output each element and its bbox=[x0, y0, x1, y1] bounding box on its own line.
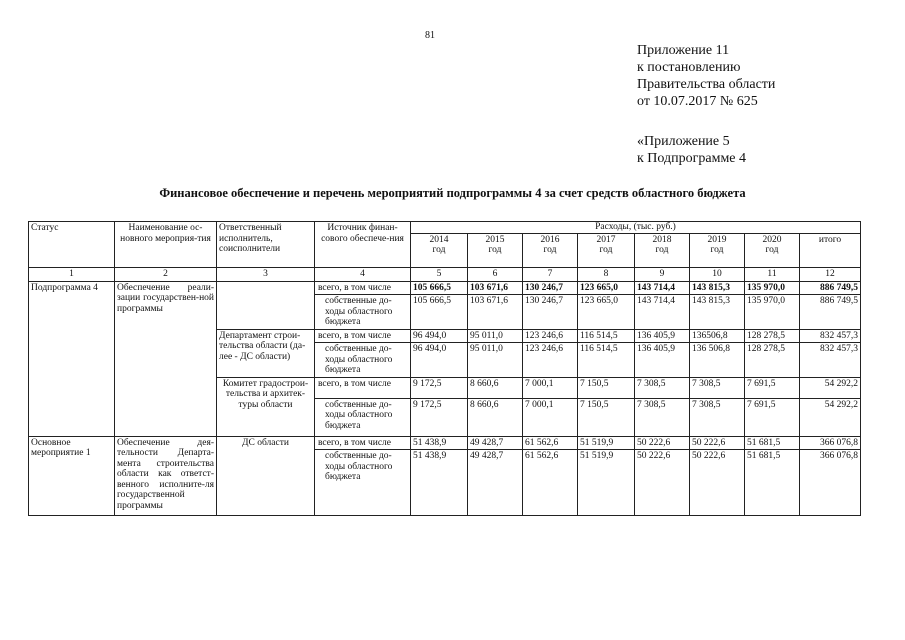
total-value-cell: 54 292,2 bbox=[800, 377, 861, 398]
year-value-cell: 136 506,8 bbox=[690, 343, 745, 378]
financing-table bbox=[28, 221, 861, 516]
header-year: 2019 год bbox=[690, 233, 745, 267]
funding-source-cell: всего, в том числе bbox=[315, 377, 411, 398]
year-value-cell: 136 405,9 bbox=[635, 329, 690, 343]
appendix-line: от 10.07.2017 № 625 bbox=[637, 94, 758, 109]
year-value-cell: 123 246,6 bbox=[523, 343, 578, 378]
funding-source-cell: собственные до-ходы областного бюджета bbox=[315, 398, 411, 436]
year-value-cell: 95 011,0 bbox=[468, 343, 523, 378]
header-responsible: Ответственный исполнитель, соисполнители bbox=[217, 222, 315, 268]
year-value-cell: 61 562,6 bbox=[523, 436, 578, 450]
year-value-cell: 7 150,5 bbox=[578, 398, 635, 436]
year-value-cell: 135 970,0 bbox=[745, 295, 800, 330]
funding-source-cell: собственные до-ходы областного бюджета bbox=[315, 450, 411, 516]
year-value-cell: 7 308,5 bbox=[690, 398, 745, 436]
year-value-cell: 8 660,6 bbox=[468, 398, 523, 436]
funding-source-cell: всего, в том числе bbox=[315, 281, 411, 295]
funding-source-cell: всего, в том числе bbox=[315, 329, 411, 343]
header-source: Источник финан-сового обеспече-ния bbox=[315, 222, 411, 268]
year-value-cell: 7 308,5 bbox=[635, 398, 690, 436]
page-number: 81 bbox=[425, 30, 435, 41]
header-year: 2014 год bbox=[411, 233, 468, 267]
year-value-cell: 7 308,5 bbox=[690, 377, 745, 398]
total-value-cell: 886 749,5 bbox=[800, 295, 861, 330]
year-value-cell: 143 815,3 bbox=[690, 295, 745, 330]
appendix-line: к постановлению bbox=[637, 60, 741, 75]
funding-source-cell: всего, в том числе bbox=[315, 436, 411, 450]
column-number: 2 bbox=[115, 267, 217, 281]
status-cell: Основное мероприятие 1 bbox=[29, 436, 115, 516]
year-value-cell: 116 514,5 bbox=[578, 329, 635, 343]
year-value-cell: 51 681,5 bbox=[745, 450, 800, 516]
year-value-cell: 9 172,5 bbox=[411, 377, 468, 398]
header-year: 2016 год bbox=[523, 233, 578, 267]
year-value-cell: 51 519,9 bbox=[578, 436, 635, 450]
year-value-cell: 136506,8 bbox=[690, 329, 745, 343]
responsible-cell: Комитет градострои-тельства и архитек-туры области bbox=[217, 377, 315, 436]
total-value-cell: 832 457,3 bbox=[800, 329, 861, 343]
column-number: 9 bbox=[635, 267, 690, 281]
year-value-cell: 130 246,7 bbox=[523, 295, 578, 330]
header-year: 2018 год bbox=[635, 233, 690, 267]
year-value-cell: 50 222,6 bbox=[690, 436, 745, 450]
table-row bbox=[29, 436, 861, 450]
year-value-cell: 135 970,0 bbox=[745, 281, 800, 295]
year-value-cell: 61 562,6 bbox=[523, 450, 578, 516]
year-value-cell: 9 172,5 bbox=[411, 398, 468, 436]
year-value-cell: 7 000,1 bbox=[523, 398, 578, 436]
funding-source-cell: собственные до-ходы областного бюджета bbox=[315, 295, 411, 330]
year-value-cell: 8 660,6 bbox=[468, 377, 523, 398]
year-value-cell: 116 514,5 bbox=[578, 343, 635, 378]
year-value-cell: 105 666,5 bbox=[411, 281, 468, 295]
year-value-cell: 136 405,9 bbox=[635, 343, 690, 378]
quote-line: «Приложение 5 bbox=[637, 134, 730, 149]
header-total: итого bbox=[800, 233, 861, 267]
year-value-cell: 7 691,5 bbox=[745, 377, 800, 398]
responsible-cell: Департамент строи-тельства области (да-лее - ДС области) bbox=[217, 329, 315, 377]
year-value-cell: 7 150,5 bbox=[578, 377, 635, 398]
year-value-cell: 7 691,5 bbox=[745, 398, 800, 436]
year-value-cell: 51 681,5 bbox=[745, 436, 800, 450]
document-title: Финансовое обеспечение и перечень мероприятий подпрограммы 4 за счет средств областного бюджета bbox=[159, 186, 746, 200]
responsible-cell bbox=[217, 281, 315, 329]
year-value-cell: 96 494,0 bbox=[411, 343, 468, 378]
quote-block bbox=[637, 133, 746, 167]
column-number: 5 bbox=[411, 267, 468, 281]
year-value-cell: 143 714,4 bbox=[635, 281, 690, 295]
appendix-line: Приложение 11 bbox=[637, 43, 730, 58]
header-name: Наименование ос-новного мероприя-тия bbox=[115, 222, 217, 268]
column-number: 10 bbox=[690, 267, 745, 281]
year-value-cell: 128 278,5 bbox=[745, 329, 800, 343]
year-value-cell: 51 438,9 bbox=[411, 436, 468, 450]
funding-source-cell: собственные до-ходы областного бюджета bbox=[315, 343, 411, 378]
year-value-cell: 123 665,0 bbox=[578, 281, 635, 295]
year-value-cell: 49 428,7 bbox=[468, 436, 523, 450]
status-cell: Подпрограмма 4 bbox=[29, 281, 115, 436]
appendix-block bbox=[637, 42, 775, 110]
total-value-cell: 366 076,8 bbox=[800, 436, 861, 450]
total-value-cell: 54 292,2 bbox=[800, 398, 861, 436]
year-value-cell: 51 519,9 bbox=[578, 450, 635, 516]
header-year: 2017 год bbox=[578, 233, 635, 267]
year-value-cell: 128 278,5 bbox=[745, 343, 800, 378]
header-year: 2020 год bbox=[745, 233, 800, 267]
year-value-cell: 143 815,3 bbox=[690, 281, 745, 295]
column-number: 6 bbox=[468, 267, 523, 281]
column-number: 11 bbox=[745, 267, 800, 281]
measure-name-cell: Обеспечение дея-тельности Департа-мента строительства области как ответст-венного исполните-ля государственной программы bbox=[115, 436, 217, 516]
column-number: 12 bbox=[800, 267, 861, 281]
appendix-line: Правительства области bbox=[637, 77, 776, 92]
year-value-cell: 123 246,6 bbox=[523, 329, 578, 343]
column-number: 3 bbox=[217, 267, 315, 281]
table-row bbox=[29, 281, 861, 295]
header-expenses: Расходы, (тыс. руб.) bbox=[411, 222, 861, 234]
total-value-cell: 832 457,3 bbox=[800, 343, 861, 378]
year-value-cell: 103 671,6 bbox=[468, 281, 523, 295]
column-number: 4 bbox=[315, 267, 411, 281]
year-value-cell: 95 011,0 bbox=[468, 329, 523, 343]
year-value-cell: 7 308,5 bbox=[635, 377, 690, 398]
column-number-row bbox=[29, 267, 861, 281]
header-status: Статус bbox=[29, 222, 115, 268]
quote-line: к Подпрограмме 4 bbox=[637, 151, 747, 166]
year-value-cell: 105 666,5 bbox=[411, 295, 468, 330]
year-value-cell: 103 671,6 bbox=[468, 295, 523, 330]
year-value-cell: 143 714,4 bbox=[635, 295, 690, 330]
year-value-cell: 49 428,7 bbox=[468, 450, 523, 516]
year-value-cell: 50 222,6 bbox=[635, 450, 690, 516]
year-value-cell: 51 438,9 bbox=[411, 450, 468, 516]
year-value-cell: 7 000,1 bbox=[523, 377, 578, 398]
column-number: 7 bbox=[523, 267, 578, 281]
year-value-cell: 96 494,0 bbox=[411, 329, 468, 343]
measure-name-cell: Обеспечение реали-зации государствен-ной программы bbox=[115, 281, 217, 436]
year-value-cell: 123 665,0 bbox=[578, 295, 635, 330]
responsible-cell: ДС области bbox=[217, 436, 315, 516]
column-number: 1 bbox=[29, 267, 115, 281]
header-year: 2015 год bbox=[468, 233, 523, 267]
total-value-cell: 366 076,8 bbox=[800, 450, 861, 516]
column-number: 8 bbox=[578, 267, 635, 281]
year-value-cell: 50 222,6 bbox=[635, 436, 690, 450]
total-value-cell: 886 749,5 bbox=[800, 281, 861, 295]
year-value-cell: 130 246,7 bbox=[523, 281, 578, 295]
year-value-cell: 50 222,6 bbox=[690, 450, 745, 516]
